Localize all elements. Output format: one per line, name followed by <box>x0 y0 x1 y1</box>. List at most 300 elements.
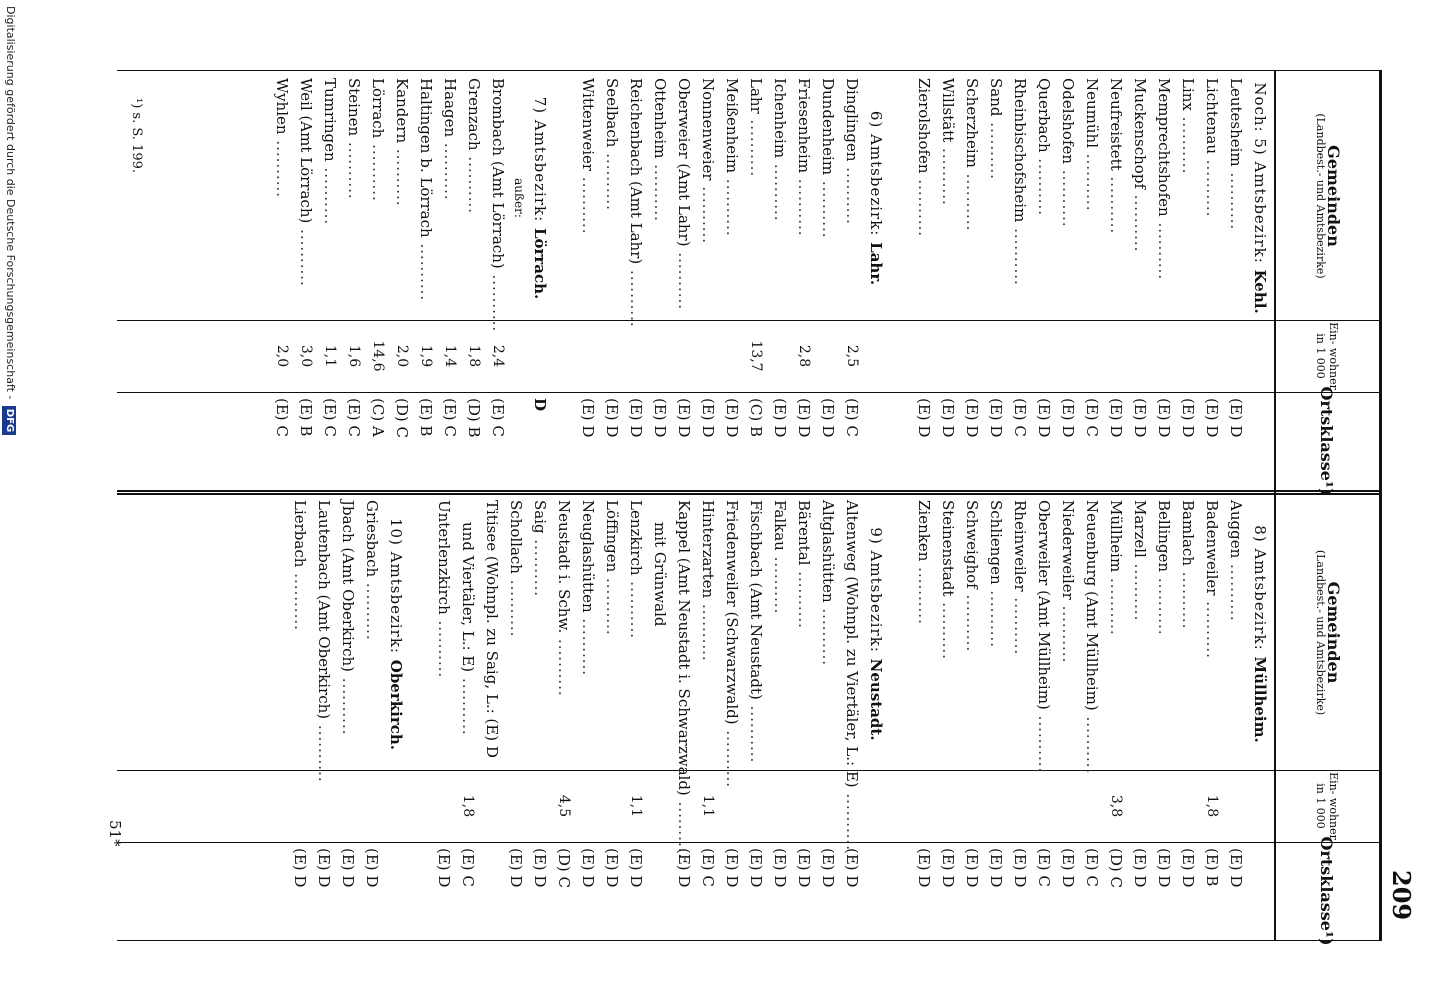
municipality-row <box>342 78 366 318</box>
einwohner-value <box>648 320 672 392</box>
ortsklasse-value: (E) D <box>843 848 861 888</box>
einwohner-value <box>528 770 552 842</box>
section-heading-label: 6) Amtsbezirk: <box>867 110 885 237</box>
einwohner-value: 2,0 <box>394 344 410 368</box>
einwohner-value: 3,0 <box>298 344 314 368</box>
municipality-row <box>1224 500 1248 768</box>
leader-dots: .......... <box>441 137 459 201</box>
einwohner-value: 2,0 <box>274 344 290 368</box>
municipality-row <box>1056 78 1080 318</box>
leader-dots: .......... <box>963 167 981 232</box>
municipality-row <box>1104 78 1128 318</box>
municipality-row <box>1224 78 1248 318</box>
leader-dots: .......... <box>1011 591 1029 656</box>
municipality-name: Friedenweiler (Schwarzwald) <box>723 500 741 725</box>
leader-dots: .......... <box>651 158 669 222</box>
ortsklasse-value: (E) D <box>1203 398 1221 438</box>
row-spacer <box>510 320 528 392</box>
ortsklasse-value: (D) C <box>555 848 573 888</box>
municipality-name: Meißenheim <box>723 78 741 174</box>
einwohner-value <box>1128 320 1152 392</box>
municipality-name: Weil (Amt Lörrach) <box>297 78 315 224</box>
einwohner-value <box>1128 770 1152 842</box>
municipality-name: Neumühl <box>1083 78 1101 149</box>
section-heading-name: Neustadt. <box>867 658 885 741</box>
municipality-name: Memprechtshofen <box>1155 78 1173 217</box>
einwohner-value <box>1080 320 1104 392</box>
municipality-name: Sand <box>987 78 1005 117</box>
leader-dots: .......... <box>747 113 765 178</box>
ortsklasse-value: (E) D <box>1011 848 1029 888</box>
ortsklasse-value: (E) D <box>315 848 333 888</box>
leader-dots: .......... <box>1083 710 1101 775</box>
leader-dots: .......... <box>1155 216 1173 281</box>
municipality-name: Seelbach <box>603 78 621 148</box>
row-spacer <box>1248 770 1272 842</box>
einwohner-value <box>1056 770 1080 842</box>
einwohner-value <box>672 320 696 392</box>
einwohner-value <box>1224 770 1248 842</box>
municipality-name: Zienken <box>915 500 933 562</box>
einwohner-value: 4,5 <box>556 794 572 818</box>
ortsklasse-value: (E) D <box>1179 398 1197 438</box>
municipality-name: Ottenheim <box>651 78 669 159</box>
municipality-name: Querbach <box>1035 78 1053 153</box>
municipality-row <box>1032 500 1056 774</box>
ortsklasse-value: (E) D <box>1059 848 1077 888</box>
ortsklasse-value: (E) D <box>819 848 837 888</box>
municipality-row <box>414 78 438 318</box>
ortsklasse-value: (E) B <box>297 398 315 437</box>
section-class <box>384 842 408 940</box>
section-heading-name: Kehl. <box>1251 269 1269 314</box>
einwohner-value <box>600 770 624 842</box>
einwohner-value <box>648 770 672 842</box>
leader-dots: .......... <box>723 173 741 237</box>
row-spacer <box>888 78 912 318</box>
einwohner-value <box>1032 320 1056 392</box>
leader-dots: .......... <box>795 173 813 237</box>
einwohner-value <box>480 770 504 842</box>
einwohner-value <box>792 770 816 842</box>
leader-dots: .......... <box>531 533 549 598</box>
municipality-name: Lautenbach (Amt Oberkirch) <box>315 500 333 720</box>
ortsklasse-value: (E) D <box>675 398 693 438</box>
municipality-name: Altenweg (Wohnpl. zu Viertäler, L.: E) <box>843 500 861 788</box>
ortsklasse-value: (E) D <box>1227 848 1245 888</box>
einwohner-value: 2,5 <box>844 344 860 368</box>
municipality-name: Tumringen <box>321 78 339 162</box>
ortsklasse-value: (E) D <box>435 848 453 888</box>
municipality-row <box>366 78 390 318</box>
ortsklasse-value: (E) D <box>579 848 597 888</box>
leader-dots: .......... <box>771 158 789 222</box>
einwohner-value <box>720 320 744 392</box>
ortsklasse-value: (E) D <box>675 848 693 888</box>
section-heading-label: 8) Amtsbezirk: <box>1251 525 1269 651</box>
municipality-name: Löffingen <box>603 500 621 573</box>
ortsklasse-value: (E) D <box>1227 398 1245 438</box>
municipality-row <box>912 500 936 768</box>
ortsklasse-value: (E) C <box>843 398 861 437</box>
municipality-row <box>1176 78 1200 318</box>
einwohner-value: 14,6 <box>370 340 386 372</box>
row-spacer <box>888 320 912 392</box>
municipality-name: Marzell <box>1131 500 1149 558</box>
einwohner-value <box>744 770 768 842</box>
municipality-name: Muckenschopf <box>1131 78 1149 189</box>
section-class: D <box>531 398 549 412</box>
einwohner-value <box>960 320 984 392</box>
municipality-name: Lörrach <box>369 78 387 139</box>
table-left-border <box>117 70 1382 71</box>
municipality-name: Oberweier (Amt Lahr) <box>675 78 693 247</box>
leader-dots: .......... <box>915 561 933 625</box>
municipality-row <box>744 500 768 768</box>
municipality-row <box>288 500 312 768</box>
municipality-name: Wyhlen <box>273 78 291 135</box>
municipality-row <box>270 78 294 318</box>
leader-dots: .......... <box>843 161 861 225</box>
municipality-row <box>1128 78 1152 318</box>
left-name-column <box>270 78 1272 333</box>
ortsklasse-value: (E) D <box>1035 398 1053 438</box>
einwohner-value <box>984 320 1008 392</box>
right-einwohner-column <box>288 770 1272 842</box>
digitization-note <box>0 0 20 1006</box>
einwohner-value <box>1152 320 1176 392</box>
einwohner-value <box>1176 320 1200 392</box>
municipality-row <box>462 78 486 318</box>
municipality-name: Griesbach <box>363 500 381 578</box>
header-gemeinden-title: Gemeinden <box>1324 145 1343 247</box>
einwohner-value <box>432 770 456 842</box>
section-class <box>864 842 888 940</box>
municipality-row <box>1152 500 1176 768</box>
ortsklasse-value: (D) C <box>1107 848 1125 888</box>
municipality-row <box>720 78 744 318</box>
header-gemeinden-title: Gemeinden <box>1324 581 1343 684</box>
municipality-row <box>792 500 816 768</box>
ortsklasse-value: (E) D <box>291 848 309 888</box>
municipality-name: Lenzkirch <box>627 500 645 576</box>
municipality-name: Linx <box>1179 78 1197 111</box>
ortsklasse-value: (E) D <box>795 398 813 438</box>
municipality-name: Wittenweier <box>579 78 597 172</box>
section-heading <box>864 78 888 318</box>
einwohner-value <box>1104 320 1128 392</box>
municipality-row <box>984 500 1008 768</box>
einwohner-value <box>1176 770 1200 842</box>
municipality-row <box>1200 500 1224 768</box>
ortsklasse-value: (E) D <box>579 398 597 438</box>
municipality-row <box>960 78 984 318</box>
ortsklasse-value: (E) C <box>321 398 339 437</box>
ortsklasse-value: (E) C <box>459 848 477 887</box>
ortsklasse-value: (E) C <box>1011 398 1029 437</box>
section-heading-name: Lahr. <box>867 242 885 286</box>
municipality-name: Nonnenweier <box>699 78 717 181</box>
ortsklasse-value: (E) D <box>363 848 381 888</box>
section-heading-name: Lörrach. <box>531 227 549 300</box>
ortsklasse-value: (E) D <box>1131 848 1149 888</box>
ortsklasse-value: (C) B <box>747 398 765 437</box>
municipality-name: Lahr <box>747 78 765 114</box>
section-heading <box>528 78 552 318</box>
municipality-row <box>576 78 600 318</box>
einwohner-value <box>816 770 840 842</box>
section-sub: außer: <box>512 178 526 218</box>
municipality-row <box>552 500 576 768</box>
municipality-row <box>624 78 648 328</box>
einwohner-value: 1,8 <box>460 794 476 818</box>
municipality-row <box>1080 78 1104 318</box>
leader-dots: .......... <box>297 223 315 287</box>
municipality-row <box>438 78 462 318</box>
municipality-row <box>504 500 528 768</box>
municipality-name: Bamlach <box>1179 500 1197 566</box>
einwohner-value <box>360 770 384 842</box>
municipality-row <box>1056 500 1080 768</box>
leader-dots: .......... <box>417 237 435 302</box>
municipality-name: Lierbach <box>291 500 309 568</box>
einwohner-value <box>336 770 360 842</box>
municipality-row <box>600 78 624 318</box>
einwohner-value <box>1008 770 1032 842</box>
ortsklasse-value: (E) D <box>627 398 645 438</box>
leader-dots: .......... <box>795 565 813 629</box>
ortsklasse-value: (E) D <box>987 848 1005 888</box>
header-einwohner-text: Ein- wohner in 1 000 <box>1314 322 1340 390</box>
municipality-name: Steinenstadt <box>939 500 957 597</box>
section-heading <box>1248 78 1272 318</box>
row-spacer <box>408 842 432 940</box>
einwohner-value <box>312 770 336 842</box>
row-spacer <box>888 392 912 490</box>
municipality-row <box>936 78 960 318</box>
municipality-row <box>456 500 480 768</box>
leader-dots: .......... <box>603 572 621 636</box>
leader-dots: .......... <box>627 575 645 639</box>
municipality-name: Saig <box>531 500 549 534</box>
row-spacer <box>384 770 408 842</box>
municipality-name: Titisee (Wohnpl. zu Saig, L.: (E) D <box>483 500 501 758</box>
ortsklasse-value: (E) D <box>339 848 357 888</box>
footnote: ¹) s. S. 199. <box>129 98 144 174</box>
header-einwohner-left <box>1278 320 1376 392</box>
row-spacer <box>510 392 528 490</box>
einwohner-value: 1,8 <box>466 344 482 368</box>
leader-dots: .......... <box>915 173 933 238</box>
einwohner-value: 2,8 <box>796 344 812 368</box>
leader-dots: .......... <box>315 719 333 783</box>
einwohner-value <box>960 770 984 842</box>
municipality-name: Schollach <box>507 500 525 574</box>
row-spacer <box>864 320 888 392</box>
municipality-row <box>1008 500 1032 768</box>
municipality-row <box>432 500 456 768</box>
municipality-row <box>1008 78 1032 318</box>
municipality-row <box>312 500 336 783</box>
leader-dots: .......... <box>987 116 1005 180</box>
municipality-name: Kandern <box>393 78 411 144</box>
municipality-name: Haagen <box>441 78 459 138</box>
municipality-name: Lichtenau <box>1203 78 1221 154</box>
leader-dots: .......... <box>1155 572 1173 636</box>
section-heading <box>384 500 408 768</box>
sheet-mark: 51* <box>106 820 124 847</box>
einwohner-value <box>672 770 696 842</box>
ortsklasse-value: (E) D <box>723 398 741 438</box>
leader-dots: .......... <box>627 264 645 328</box>
header-einwohner-right <box>1278 770 1376 842</box>
leader-dots: .......... <box>603 147 621 211</box>
municipality-name: Dundenheim <box>819 78 837 176</box>
municipality-row <box>648 500 672 768</box>
table-right-border <box>117 940 1382 941</box>
municipality-name: Leutesheim <box>1227 78 1245 167</box>
ortsklasse-value: (E) D <box>915 848 933 888</box>
leader-dots: .......... <box>939 142 957 206</box>
municipality-row <box>816 500 840 768</box>
municipality-row <box>960 500 984 768</box>
ortsklasse-value: (E) D <box>723 848 741 888</box>
municipality-name: Hinterzarten <box>699 500 717 599</box>
row-spacer <box>888 842 912 940</box>
einwohner-value <box>936 320 960 392</box>
ortsklasse-value: (E) D <box>939 398 957 438</box>
municipality-name: Schliengen <box>987 500 1005 585</box>
municipality-row <box>1128 500 1152 768</box>
section-heading-name: Müllheim. <box>1251 656 1269 743</box>
leader-dots: .......... <box>699 180 717 245</box>
leader-dots: .......... <box>675 795 693 860</box>
ortsklasse-value: (E) D <box>1059 398 1077 438</box>
ortsklasse-value: (E) D <box>963 848 981 888</box>
municipality-row <box>792 78 816 318</box>
municipality-row <box>1080 500 1104 775</box>
municipality-name: Zierolshofen <box>915 78 933 174</box>
municipality-name: Neuenburg (Amt Müllheim) <box>1083 500 1101 711</box>
leader-dots: .......... <box>579 171 597 235</box>
leader-dots: .......... <box>369 138 387 202</box>
einwohner-value <box>912 770 936 842</box>
ortsklasse-value: (E) D <box>699 398 717 438</box>
leader-dots: .......... <box>747 699 765 764</box>
municipality-name: Oberweiler (Amt Müllheim) <box>1035 500 1053 710</box>
einwohner-value <box>1056 320 1080 392</box>
einwohner-value: 1,8 <box>1204 794 1220 818</box>
leader-dots: .......... <box>1227 558 1245 622</box>
leader-dots: .......... <box>1035 152 1053 217</box>
einwohner-value <box>840 770 864 842</box>
section-heading-name: Oberkirch. <box>387 659 405 751</box>
municipality-row <box>696 78 720 318</box>
leader-dots: .......... <box>1203 595 1221 659</box>
leader-dots: .......... <box>819 175 837 239</box>
leader-dots: .......... <box>1035 709 1053 774</box>
row-spacer <box>528 320 552 392</box>
leader-dots: .......... <box>1083 148 1101 212</box>
municipality-row <box>1176 500 1200 768</box>
municipality-row <box>672 500 696 860</box>
einwohner-value: 1,1 <box>628 794 644 818</box>
leader-dots: .......... <box>489 268 507 333</box>
leader-dots: .......... <box>939 596 957 660</box>
municipality-name: mit Grünwald <box>651 522 669 627</box>
header-ortsklasse-right <box>1278 836 1376 946</box>
header-ortsklasse-left <box>1278 386 1376 496</box>
municipality-name: Bärental <box>795 500 813 566</box>
municipality-name: Bellingen <box>1155 500 1173 573</box>
municipality-row <box>1152 78 1176 318</box>
municipality-name: Scherzheim <box>963 78 981 168</box>
col-divider-center <box>117 490 1382 495</box>
municipality-row <box>480 500 504 768</box>
einwohner-value <box>1080 770 1104 842</box>
row-spacer <box>1248 320 1272 392</box>
municipality-row <box>486 78 510 333</box>
header-ortsklasse-text: Ortsklasse¹) <box>1317 386 1337 496</box>
einwohner-value: 13,7 <box>748 340 764 372</box>
ortsklasse-value: (C) A <box>369 398 387 437</box>
ortsklasse-value: (E) D <box>651 398 669 438</box>
ortsklasse-value: (E) D <box>987 398 1005 438</box>
leader-dots: .......... <box>699 598 717 662</box>
section-class <box>1248 842 1272 940</box>
ortsklasse-value: (E) D <box>819 398 837 438</box>
municipality-name: Fischbach (Amt Neustadt) <box>747 500 765 700</box>
einwohner-value <box>912 320 936 392</box>
section-heading-label: Noch: 5) Amtsbezirk: <box>1251 82 1269 264</box>
leader-dots: .......... <box>459 672 477 736</box>
ortsklasse-value: (E) C <box>1035 848 1053 887</box>
municipality-name: Schweighof <box>963 500 981 589</box>
municipality-row <box>912 78 936 318</box>
municipality-name: Falkau <box>771 500 789 551</box>
municipality-name: Jbach (Amt Oberkirch) <box>339 500 357 673</box>
leader-dots: .......... <box>345 136 363 200</box>
einwohner-value <box>600 320 624 392</box>
einwohner-value <box>288 770 312 842</box>
ortsklasse-value: (E) D <box>1107 398 1125 438</box>
leader-dots: .......... <box>1059 164 1077 228</box>
einwohner-value: 1,1 <box>322 344 338 368</box>
municipality-name: Neustadt i. Schw. <box>555 500 573 634</box>
leader-dots: .......... <box>579 612 597 677</box>
leader-dots: .......... <box>465 150 483 215</box>
leader-dots: .......... <box>1107 572 1125 636</box>
dfg-logo: DFG <box>2 406 16 435</box>
municipality-row <box>768 500 792 768</box>
ortsklasse-value: (E) C <box>1083 398 1101 437</box>
ortsklasse-value: (E) D <box>603 848 621 888</box>
einwohner-value <box>936 770 960 842</box>
municipality-row <box>390 78 414 318</box>
municipality-row <box>672 78 696 318</box>
einwohner-value: 3,8 <box>1108 794 1124 818</box>
municipality-name: Kappel (Amt Neustadt i. Schwarzwald) <box>675 500 693 796</box>
leader-dots: .......... <box>1107 170 1125 235</box>
leader-dots: .......... <box>273 134 291 199</box>
leader-dots: .......... <box>291 567 309 631</box>
leader-dots: .......... <box>339 672 357 736</box>
einwohner-value: 1,6 <box>346 344 362 368</box>
table-header-rule <box>1274 70 1276 940</box>
municipality-name: Altglashütten <box>819 500 837 603</box>
municipality-name: Neufreistett <box>1107 78 1125 171</box>
municipality-row <box>318 78 342 318</box>
